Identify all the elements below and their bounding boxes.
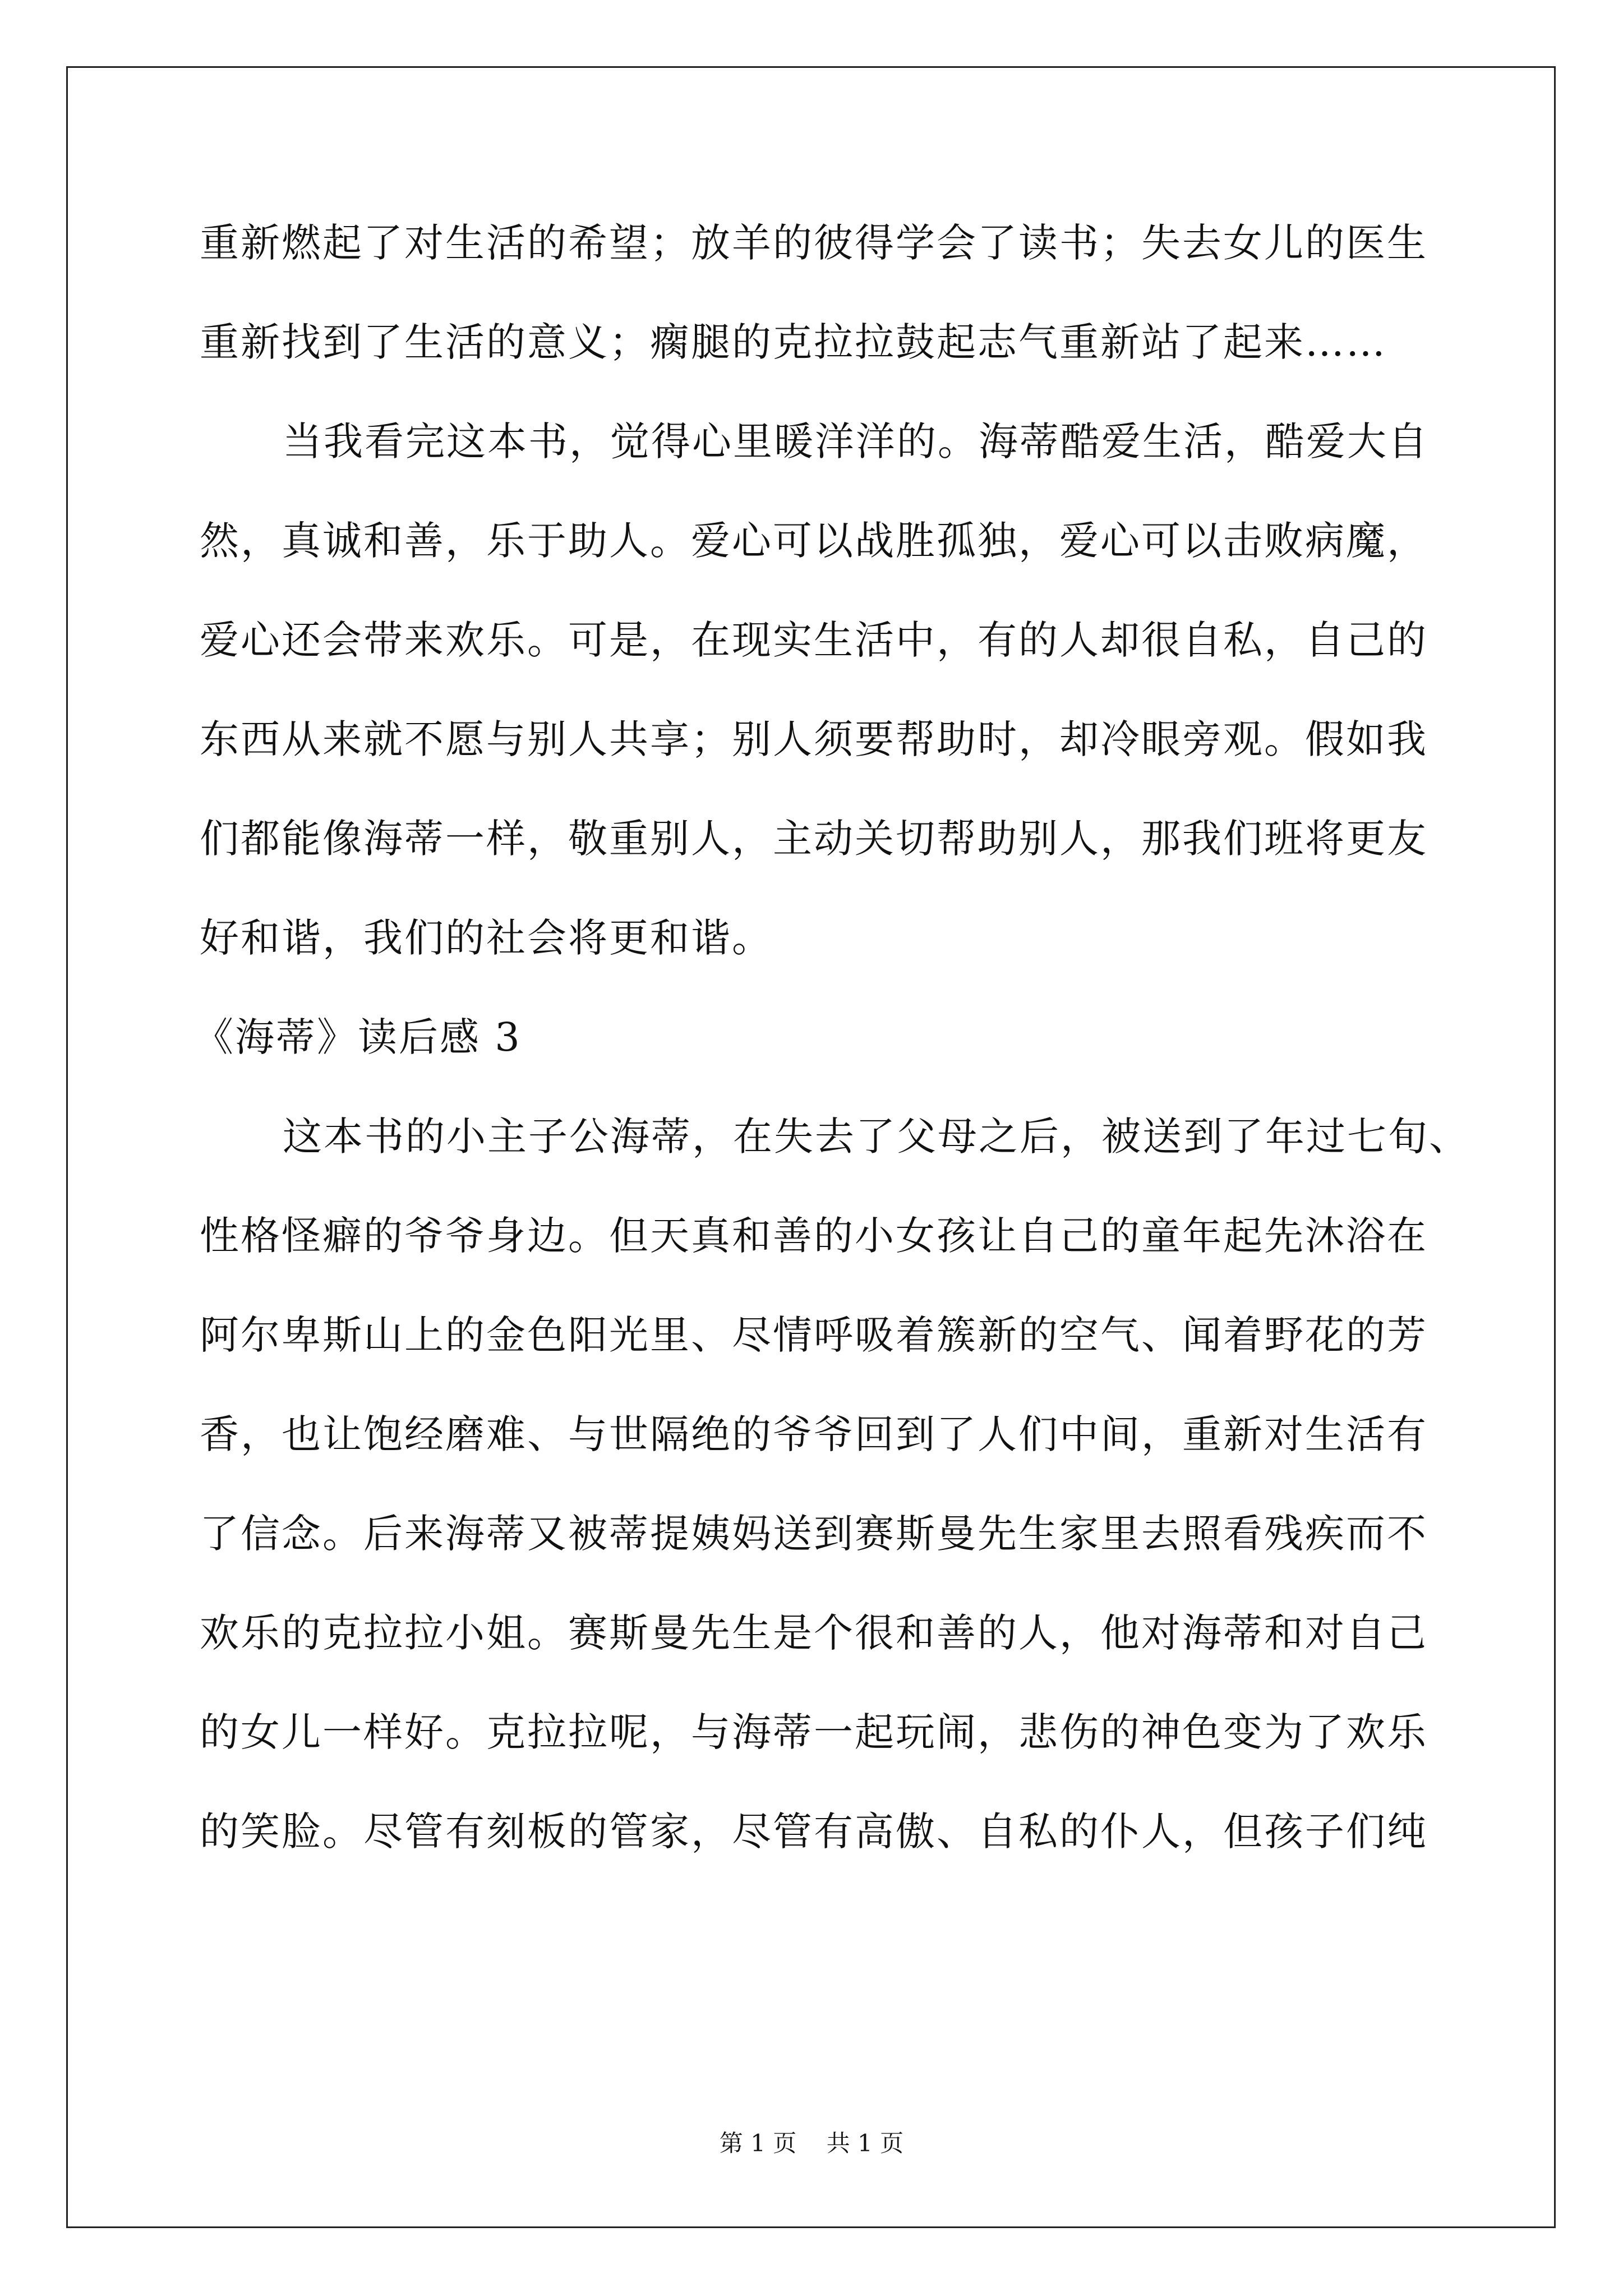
text-line: 东西从来就不愿与别人共享；别人须要帮助时，却冷眼旁观。假如我	[200, 716, 1428, 762]
text-line: 性格怪癖的爷爷身边。但天真和善的小女孩让自己的童年起先沐浴在	[200, 1213, 1428, 1259]
text-line: 阿尔卑斯山上的金色阳光里、尽情呼吸着簇新的空气、闻着野花的芳	[200, 1312, 1428, 1358]
text-line: 们都能像海蒂一样，敬重别人，主动关切帮助别人，那我们班将更友	[200, 816, 1428, 862]
text-line: 重新燃起了对生活的希望；放羊的彼得学会了读书；失去女儿的医生	[200, 220, 1428, 266]
text-line: 然，真诚和善，乐于助人。爱心可以战胜孤独，爱心可以击败病魔，	[200, 518, 1428, 564]
section-heading: 《海蒂》读后感 3	[194, 1014, 522, 1060]
text-line: 好和谐，我们的社会将更和谐。	[200, 915, 773, 961]
text-line: 香，也让饱经磨难、与世隔绝的爷爷回到了人们中间，重新对生活有	[200, 1411, 1428, 1457]
text-line: 爱心还会带来欢乐。可是，在现实生活中，有的人却很自私，自己的	[200, 617, 1428, 663]
page-number: 第 1 页 共 1 页	[719, 2129, 904, 2157]
paragraph-first-line: 当我看完这本书，觉得心里暖洋洋的。海蒂酷爱生活，酷爱大自	[283, 418, 1429, 464]
text-line: 了信念。后来海蒂又被蒂提姨妈送到赛斯曼先生家里去照看残疾而不	[200, 1511, 1428, 1557]
text-line: 重新找到了生活的意义；瘸腿的克拉拉鼓起志气重新站了起来……	[200, 319, 1387, 365]
text-line: 的笑脸。尽管有刻板的管家，尽管有高傲、自私的仆人，但孩子们纯	[200, 1809, 1428, 1855]
text-line: 的女儿一样好。克拉拉呢，与海蒂一起玩闹，悲伤的神色变为了欢乐	[200, 1709, 1428, 1755]
paragraph-first-line: 这本书的小主子公海蒂，在失去了父母之后，被送到了年过七旬、	[283, 1114, 1470, 1159]
text-line: 欢乐的克拉拉小姐。赛斯曼先生是个很和善的人，他对海蒂和对自己	[200, 1610, 1428, 1656]
